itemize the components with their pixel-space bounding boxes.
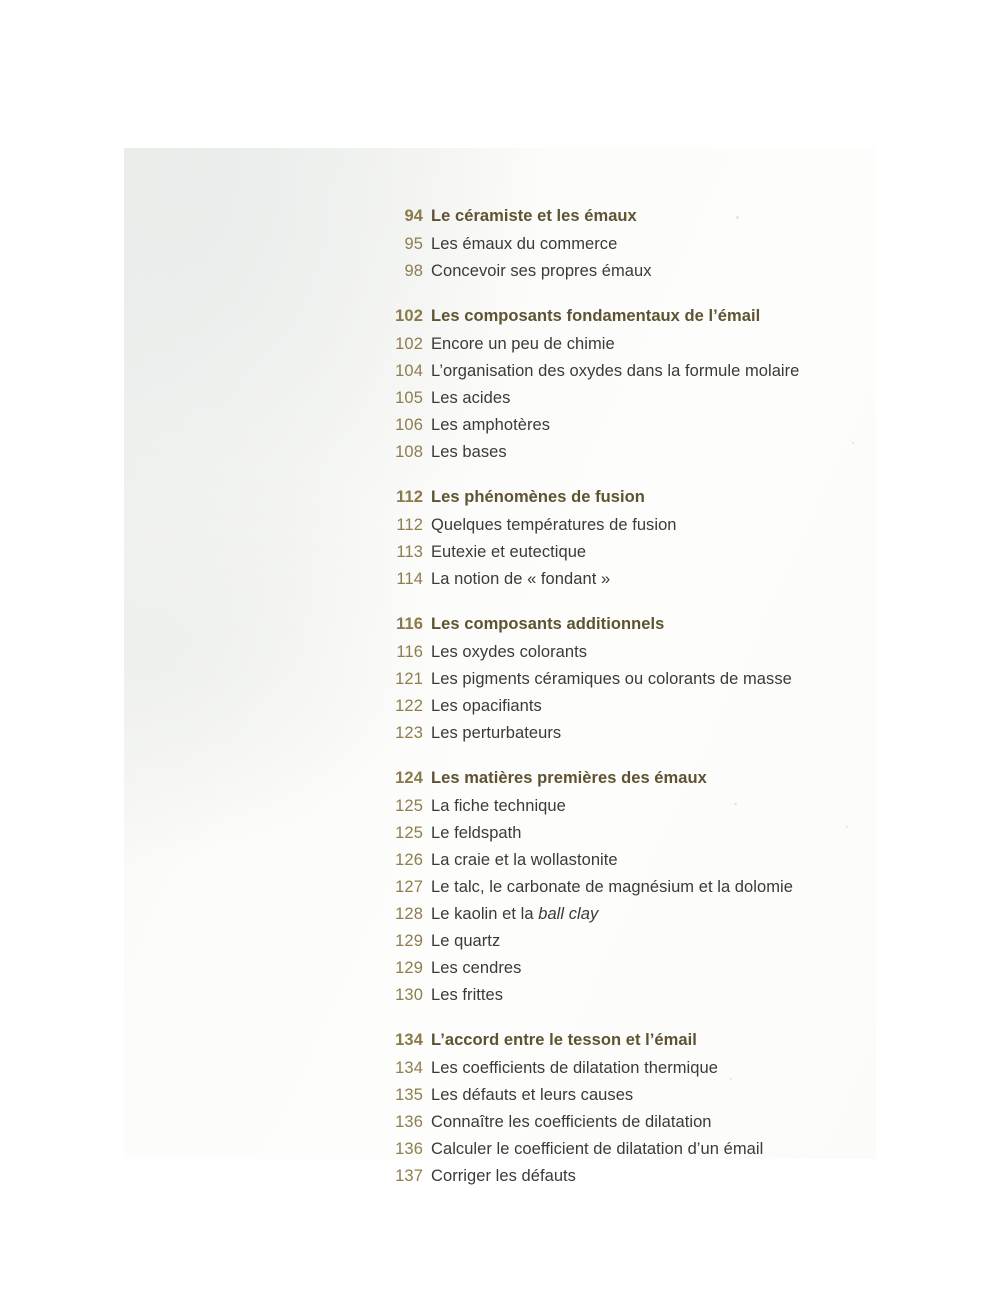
toc-entry-label: Les cendres xyxy=(431,959,522,977)
toc-group xyxy=(381,488,851,593)
toc-entry-label: Les défauts et leurs causes xyxy=(431,1086,634,1104)
toc-entry[interactable] xyxy=(381,639,851,666)
toc-entry[interactable] xyxy=(381,412,851,439)
toc-page-number: 126 xyxy=(395,851,423,869)
toc-page-number: 108 xyxy=(395,443,423,461)
toc-page-number: 123 xyxy=(395,724,423,742)
toc-page-number: 127 xyxy=(395,878,423,896)
toc-section-title: Les phénomènes de fusion xyxy=(431,488,645,506)
toc-entry[interactable] xyxy=(381,258,851,285)
toc-entry-label: Connaître les coefficients de dilatation xyxy=(431,1113,712,1131)
toc-entry-label: L’organisation des oxydes dans la formule molaire xyxy=(431,362,800,380)
toc-entry[interactable] xyxy=(381,1163,851,1190)
toc-entry-label-italic: ball clay xyxy=(538,905,599,923)
toc-group xyxy=(381,307,851,466)
toc-page-number: 102 xyxy=(395,307,423,325)
toc-entry-label: Les opacifiants xyxy=(431,697,542,715)
toc-group xyxy=(381,769,851,1009)
toc-section-heading[interactable] xyxy=(381,207,851,226)
toc-page-number: 124 xyxy=(395,769,423,787)
toc-page-number: 129 xyxy=(395,959,423,977)
toc-entry-label: Le talc, le carbonate de magnésium et la dolomie xyxy=(431,878,793,896)
toc-entry-label: Les émaux du commerce xyxy=(431,235,618,253)
toc-entry-label: Le feldspath xyxy=(431,824,522,842)
toc-entry-label: Les perturbateurs xyxy=(431,724,562,742)
toc-page-number: 134 xyxy=(395,1059,423,1077)
toc-entry[interactable] xyxy=(381,1082,851,1109)
toc-page-number: 136 xyxy=(395,1113,423,1131)
book-page xyxy=(124,148,876,1185)
toc-page-number: 98 xyxy=(404,262,423,280)
toc-entry[interactable] xyxy=(381,793,851,820)
toc-entry[interactable] xyxy=(381,693,851,720)
toc-entry[interactable] xyxy=(381,331,851,358)
toc-page-number: 134 xyxy=(395,1031,423,1049)
toc-entry-label: Concevoir ses propres émaux xyxy=(431,262,652,280)
toc-entry-label: La notion de « fondant » xyxy=(431,570,611,588)
toc-page-number: 125 xyxy=(395,797,423,815)
toc-entry-label xyxy=(431,901,598,928)
toc-entry-label: Le quartz xyxy=(431,932,501,950)
toc-entry[interactable] xyxy=(381,1055,851,1082)
toc-page-number: 94 xyxy=(404,207,423,225)
toc-entry[interactable] xyxy=(381,1136,851,1163)
toc-entry-label: Les amphotères xyxy=(431,416,551,434)
toc-section-title: L’accord entre le tesson et l’émail xyxy=(431,1031,697,1049)
toc-entry[interactable] xyxy=(381,358,851,385)
toc-entry[interactable] xyxy=(381,439,851,466)
toc-group xyxy=(381,615,851,747)
toc-entry[interactable] xyxy=(381,847,851,874)
toc-entry-label: La fiche technique xyxy=(431,797,566,815)
toc-page-number: 116 xyxy=(396,643,423,661)
toc-section-heading[interactable] xyxy=(381,1031,851,1050)
toc-page-number: 128 xyxy=(395,905,423,923)
toc-page-number: 135 xyxy=(395,1086,423,1104)
toc-entry[interactable] xyxy=(381,820,851,847)
toc-section-title: Les composants fondamentaux de l’émail xyxy=(431,307,761,325)
table-of-contents xyxy=(381,207,851,1212)
toc-page-number: 106 xyxy=(395,416,423,434)
toc-entry-label: Encore un peu de chimie xyxy=(431,335,615,353)
toc-entry[interactable] xyxy=(381,928,851,955)
toc-section-heading[interactable] xyxy=(381,307,851,326)
toc-entry-label-text: Le kaolin et la xyxy=(431,905,539,923)
toc-entry-label: Les coefficients de dilatation thermique xyxy=(431,1059,718,1077)
toc-entry[interactable] xyxy=(381,874,851,901)
toc-entry-label: Les frittes xyxy=(431,986,504,1004)
toc-entry-label: Quelques températures de fusion xyxy=(431,516,677,534)
toc-page-number: 104 xyxy=(395,362,423,380)
toc-page-number: 112 xyxy=(396,488,423,506)
toc-page-number: 130 xyxy=(395,986,423,1004)
toc-section-heading[interactable] xyxy=(381,488,851,507)
toc-entry[interactable] xyxy=(381,955,851,982)
toc-page-number: 105 xyxy=(395,389,423,407)
toc-entry-label: Les bases xyxy=(431,443,507,461)
toc-page-number: 114 xyxy=(396,570,423,588)
toc-entry-label: Les oxydes colorants xyxy=(431,643,588,661)
toc-page-number: 113 xyxy=(396,543,423,561)
toc-section-title: Les matières premières des émaux xyxy=(431,769,707,787)
toc-entry[interactable] xyxy=(381,512,851,539)
toc-entry[interactable] xyxy=(381,539,851,566)
toc-page-number: 129 xyxy=(395,932,423,950)
toc-entry-label: Calculer le coefficient de dilatation d’un émail xyxy=(431,1140,764,1158)
toc-page-number: 136 xyxy=(395,1140,423,1158)
toc-entry[interactable] xyxy=(381,901,851,928)
toc-page-number: 122 xyxy=(395,697,423,715)
toc-page-number: 112 xyxy=(396,516,423,534)
toc-page-number: 125 xyxy=(395,824,423,842)
toc-page-number: 116 xyxy=(396,615,423,633)
toc-page-number: 95 xyxy=(404,235,423,253)
toc-entry-label: Les pigments céramiques ou colorants de masse xyxy=(431,670,792,688)
toc-section-title: Les composants additionnels xyxy=(431,615,665,633)
toc-entry[interactable] xyxy=(381,720,851,747)
toc-page-number: 121 xyxy=(395,670,423,688)
toc-entry[interactable] xyxy=(381,385,851,412)
toc-entry[interactable] xyxy=(381,1109,851,1136)
toc-entry[interactable] xyxy=(381,231,851,258)
page-speckle xyxy=(852,442,854,444)
toc-entry-label: La craie et la wollastonite xyxy=(431,851,618,869)
toc-entry-label: Corriger les défauts xyxy=(431,1167,576,1185)
toc-section-heading[interactable] xyxy=(381,615,851,634)
toc-entry-label: Les acides xyxy=(431,389,511,407)
toc-section-heading[interactable] xyxy=(381,769,851,788)
toc-group xyxy=(381,207,851,285)
toc-page-number: 137 xyxy=(395,1167,423,1185)
toc-page-number: 102 xyxy=(395,335,423,353)
toc-entry[interactable] xyxy=(381,566,851,593)
toc-group xyxy=(381,1031,851,1190)
toc-entry[interactable] xyxy=(381,666,851,693)
toc-entry-label: Eutexie et eutectique xyxy=(431,543,587,561)
toc-entry[interactable] xyxy=(381,982,851,1009)
toc-section-title: Le céramiste et les émaux xyxy=(431,207,637,225)
